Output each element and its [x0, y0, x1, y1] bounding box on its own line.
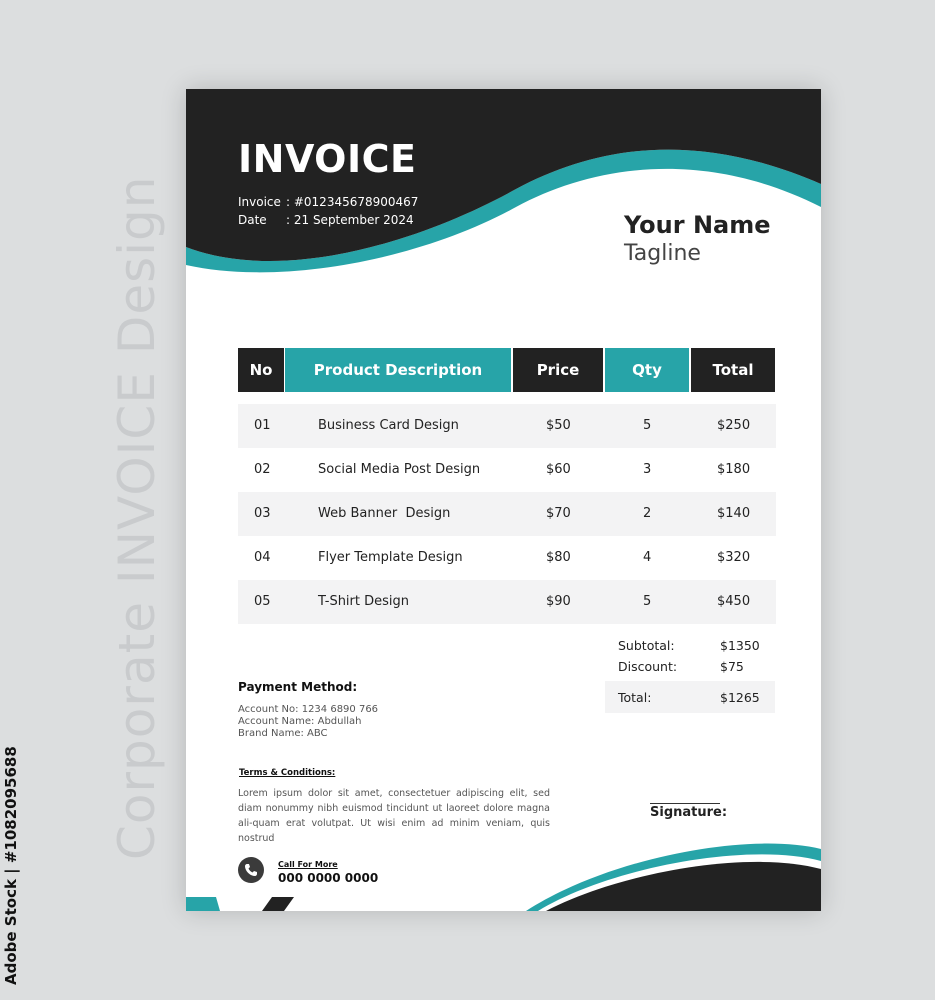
row-qty: 5 [643, 594, 652, 609]
invoice-number-value: : #012345678900467 [286, 195, 419, 209]
row-total: $320 [717, 550, 751, 565]
total-value: $1265 [720, 690, 760, 705]
header-description: Product Description [285, 348, 511, 392]
invoice-page [186, 89, 821, 911]
table-row [238, 580, 776, 624]
row-description: T-Shirt Design [318, 594, 409, 609]
invoice-date [238, 213, 414, 227]
row-price: $90 [546, 594, 571, 609]
row-description: Flyer Template Design [318, 550, 463, 565]
discount-value: $75 [720, 659, 744, 674]
terms-body: Lorem ipsum dolor sit amet, consectetuer adipiscing elit, sed diam nonummy nibh euismod tincidunt ut laoreet dolore magna ali-quam erat volutpat. Ut wisi enim ad minim veniam, quis nostrud [238, 788, 550, 844]
row-description: Social Media Post Design [318, 462, 481, 477]
header-qty: Qty [605, 348, 689, 392]
row-qty: 3 [643, 462, 652, 477]
row-total: $140 [717, 506, 751, 521]
row-no: 05 [254, 594, 271, 609]
total-label: Total: [618, 690, 652, 705]
subtotal-value: $1350 [720, 638, 760, 653]
row-no: 04 [254, 550, 271, 565]
row-qty: 5 [643, 418, 652, 433]
stock-id: Adobe Stock | #1082095688 [2, 746, 20, 985]
call-label: Call For More [278, 860, 338, 869]
row-no: 02 [254, 462, 271, 477]
invoice-date-label: Date [238, 213, 267, 227]
subtotal-label: Subtotal: [618, 638, 675, 653]
row-total: $450 [717, 594, 751, 609]
terms-title: Terms & Conditions: [239, 768, 336, 778]
row-description: Web Banner Design [318, 506, 451, 521]
caption-text: Corporate INVOICE Design [108, 175, 166, 860]
side-caption [32, 140, 166, 860]
invoice-number-label: Invoice [238, 195, 281, 209]
phone-icon [238, 857, 264, 883]
row-price: $60 [546, 462, 571, 477]
table-row [238, 404, 776, 448]
brand-name: Your Name [624, 211, 771, 239]
row-qty: 2 [643, 506, 652, 521]
invoice-title: INVOICE [238, 137, 417, 181]
brand-block [624, 211, 771, 266]
payment-title: Payment Method: [238, 680, 358, 694]
invoice-date-value: : 21 September 2024 [286, 213, 414, 227]
discount-label: Discount: [618, 659, 678, 674]
table-row [238, 448, 776, 492]
header-no: No [238, 348, 284, 392]
row-price: $80 [546, 550, 571, 565]
row-no: 03 [254, 506, 271, 521]
row-price: $70 [546, 506, 571, 521]
table-row [238, 492, 776, 536]
account-name: Account Name: Abdullah [238, 716, 362, 727]
header-total: Total [691, 348, 775, 392]
row-no: 01 [254, 418, 271, 433]
table-row [238, 536, 776, 580]
brand-name-line: Brand Name: ABC [238, 728, 328, 739]
row-qty: 4 [643, 550, 652, 565]
invoice-number [238, 195, 418, 209]
row-price: $50 [546, 418, 571, 433]
brand-tagline: Tagline [624, 241, 701, 266]
header-price: Price [513, 348, 603, 392]
signature-line [650, 803, 720, 804]
row-total: $250 [717, 418, 751, 433]
row-total: $180 [717, 462, 751, 477]
account-no: Account No: 1234 6890 766 [238, 704, 379, 715]
row-description: Business Card Design [318, 418, 459, 433]
phone-number: 000 0000 0000 [278, 871, 379, 885]
signature-label: Signature: [650, 805, 728, 820]
